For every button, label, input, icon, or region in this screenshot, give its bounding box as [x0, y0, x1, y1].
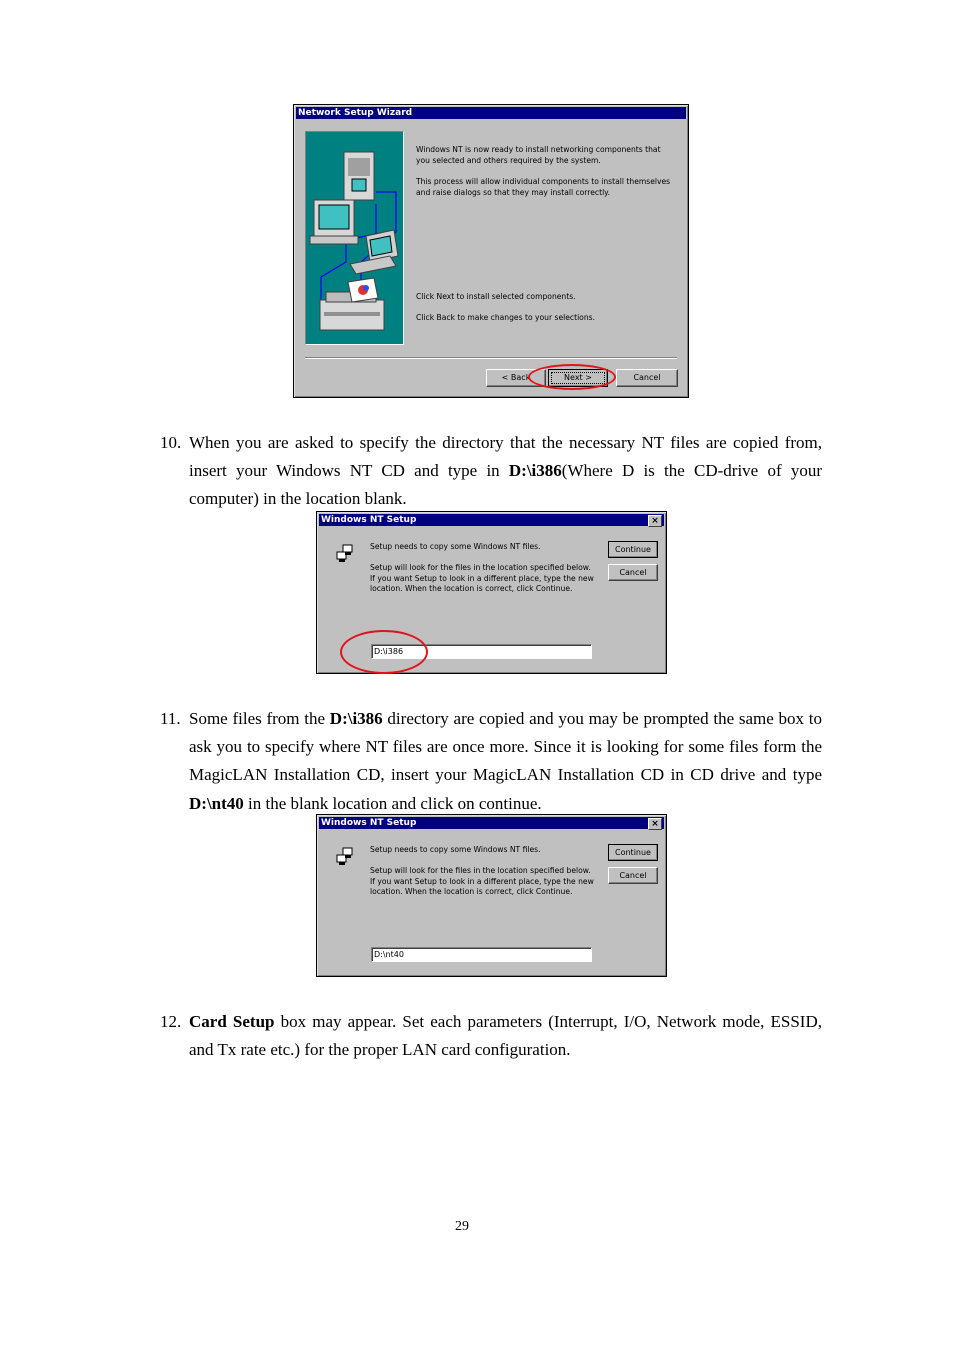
step-10-text-b: (Where D is the CD-drive of your computer) in the location blank.: [189, 461, 822, 509]
dialog-1-network-icon: [335, 544, 355, 564]
step-11-text-a: Some files from the: [189, 709, 330, 728]
wizard-illustration: [305, 131, 404, 345]
step-12-bold: Card Setup: [189, 1012, 275, 1031]
dialog-1-title-text: Windows NT Setup: [321, 515, 417, 525]
back-button[interactable]: < Back: [486, 369, 546, 387]
dialog-2-title-text: Windows NT Setup: [321, 818, 417, 828]
dialog-1-title: [319, 514, 664, 526]
wizard-cancel-button[interactable]: Cancel: [616, 369, 678, 387]
dialog-1-line1: Setup needs to copy some Windows NT files.: [370, 542, 541, 551]
dialog-2-location-input[interactable]: D:\nt40: [371, 947, 592, 962]
wizard-text-click-next: Click Next to install selected components.: [416, 292, 576, 301]
wizard-text-ready: Windows NT is now ready to install networking components that you selected and others required by the system.: [416, 145, 661, 165]
step-10-text: [189, 429, 822, 514]
next-button[interactable]: Next >: [548, 369, 608, 387]
step-11-text-b: directory are copied and you may be prompted the same box to ask you to specify where NT files are once more. Since it is looking for some files form the MagicLAN Installation CD, insert your MagicLAN Installation CD in CD drive and type: [189, 709, 822, 785]
nt-setup-dialog-2: [316, 814, 667, 977]
dialog-2-continue-button[interactable]: Continue: [608, 844, 658, 861]
dialog-1-location-input[interactable]: D:\i386: [371, 644, 592, 659]
network-setup-wizard-window: [293, 104, 689, 398]
step-10-bold-path: D:\i386: [508, 461, 562, 481]
dialog-2-cancel-button[interactable]: Cancel: [608, 867, 658, 884]
dialog-1-continue-button[interactable]: Continue: [608, 541, 658, 558]
step-10-number: 10.: [160, 433, 182, 452]
step-11-number: 11.: [160, 709, 181, 728]
step-12-number: 12.: [160, 1012, 182, 1031]
dialog-1-close-button[interactable]: ×: [648, 515, 662, 527]
wizard-divider: [305, 357, 677, 359]
dialog-1-line2: Setup will look for the files in the location specified below. If you want Setup to look in a different place, type the new location. When the location is correct, click Continue.: [370, 563, 594, 594]
location-input-highlight: [340, 630, 428, 674]
step-12-text: [189, 1008, 822, 1064]
dialog-2-network-icon: [335, 847, 355, 867]
step-10-text-a: When you are asked to specify the directory that the necessary NT files are copied from, insert your Windows NT CD and type in: [189, 433, 822, 481]
step-11-bold-path-1: D:\i386: [329, 709, 383, 728]
step-11-bold-path-2: D:\nt40: [189, 793, 244, 813]
dialog-2-close-button[interactable]: ×: [648, 818, 662, 830]
wizard-text-click-back: Click Back to make changes to your selections.: [416, 313, 596, 322]
step-11-text-c: in the blank location and click on continue.: [243, 793, 542, 813]
page-number: 29: [455, 1219, 469, 1234]
wizard-text-process: This process will allow individual components to install themselves and raise dialogs so that they may install correctly.: [416, 177, 671, 197]
dialog-2-title: [319, 817, 664, 829]
dialog-2-line2: Setup will look for the files in the location specified below. If you want Setup to look in a different place, type the new location. When the location is correct, click Continue.: [370, 866, 594, 897]
dialog-2-line1: Setup needs to copy some Windows NT files.: [370, 845, 541, 854]
step-12-text-a: box may appear. Set each parameters (Interrupt, I/O, Network mode, ESSID, and Tx rate etc.) for the proper LAN card configuration.: [189, 1012, 822, 1060]
dialog-1-cancel-button[interactable]: Cancel: [608, 564, 658, 581]
next-button-highlight: [528, 364, 616, 390]
wizard-title: Network Setup Wizard: [296, 107, 686, 119]
step-11-text: [189, 705, 822, 818]
